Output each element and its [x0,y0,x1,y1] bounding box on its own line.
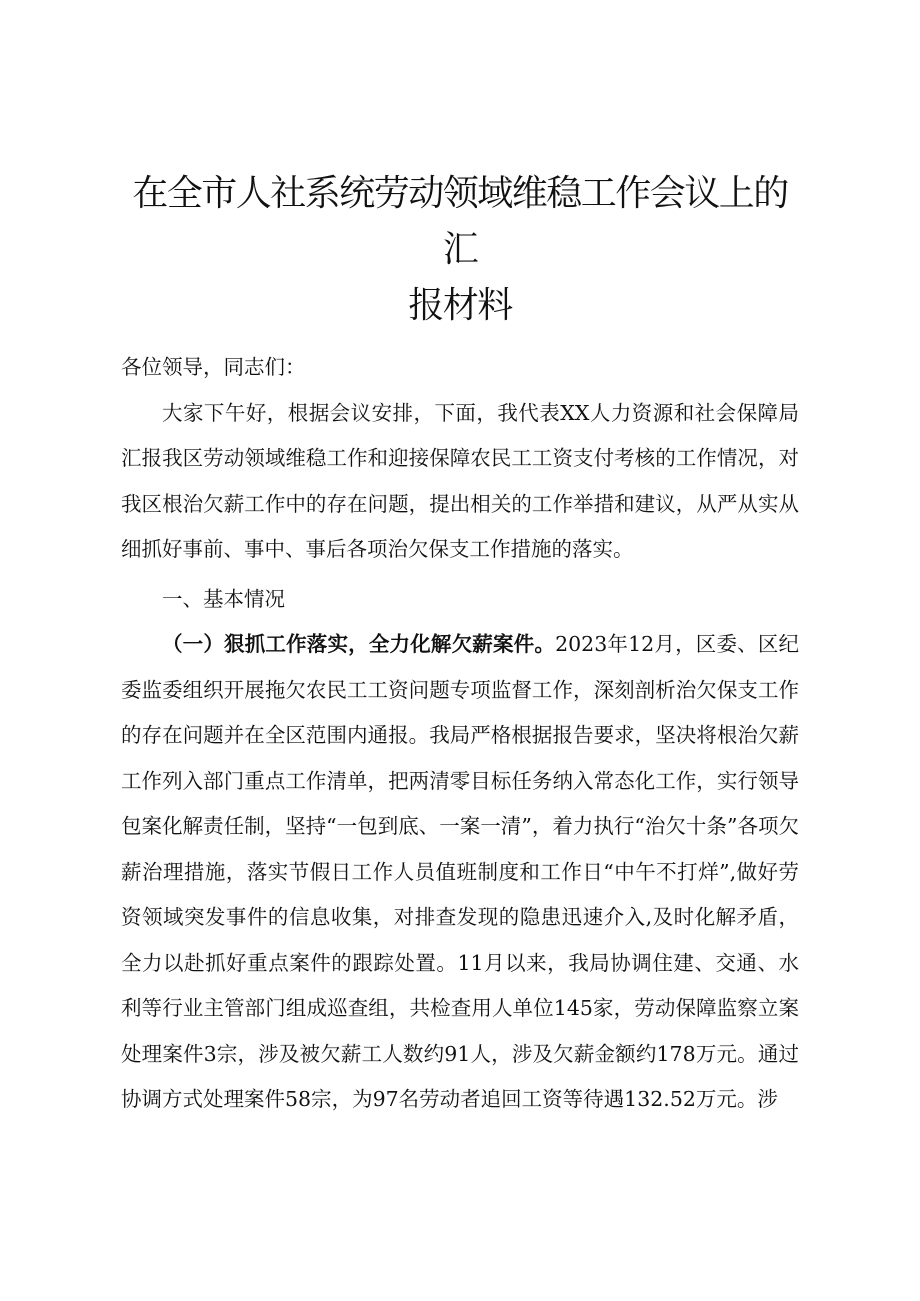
paragraph-subsection-1 [121,622,799,1123]
subsection-1-lead: （一）狠抓工作落实，全力化解欠薪案件。 [162,632,556,656]
paragraph-intro: 大家下午好，根据会议安排，下面，我代表XX人力资源和社会保障局汇报我区劳动领域维稳工作和迎接保障农民工工资支付考核的工作情况，对我区根治欠薪工作中的存在问题，提出相关的工作举措和建议，从严从实从细抓好事前、事中、事后各项治欠保支工作措施的落实。 [121,400,799,561]
document-title [121,0,799,334]
title-line-2: 报材料 [408,285,512,326]
salutation: 各位领导，同志们： [121,355,306,379]
document-body [121,345,799,1123]
section-heading-basic-situation: 一、基本情况 [162,586,285,611]
title-line-1: 在全市人社系统劳动领域维稳工作会议上的汇 [132,173,788,270]
subsection-1-text: 2023年12月，区委、区纪委监委组织开展拖欠农民工工资问题专项监督工作，深刻剖析治欠保支工作的存在问题并在全区范围内通报。我局严格根据报告要求，坚决将根治欠薪工作列入部门重点工作清单，把两清零目标任务纳入常态化工作，实行领导包案化解责任制，坚持“一包到底、一案一清”，着力执行“治欠十条”各项欠薪治理措施，落实节假日工作人员值班制度和工作日“中午不打烊”,做好劳资领域突发事件的信息收集，对排查发现的隐患迅速介入,及时化解矛盾，全力以赴抓好重点案件的跟踪处置。11月以来，我局协调住建、交通、水利等行业主管部门组成巡查组，共检查用人单位145家，劳动保障监察立案处理案件3宗，涉及被欠薪工人数约91人，涉及欠薪金额约178万元。通过协调方式处理案件58宗，为97名劳动者追回工资等待遇132.52万元。涉 [121,632,800,1111]
